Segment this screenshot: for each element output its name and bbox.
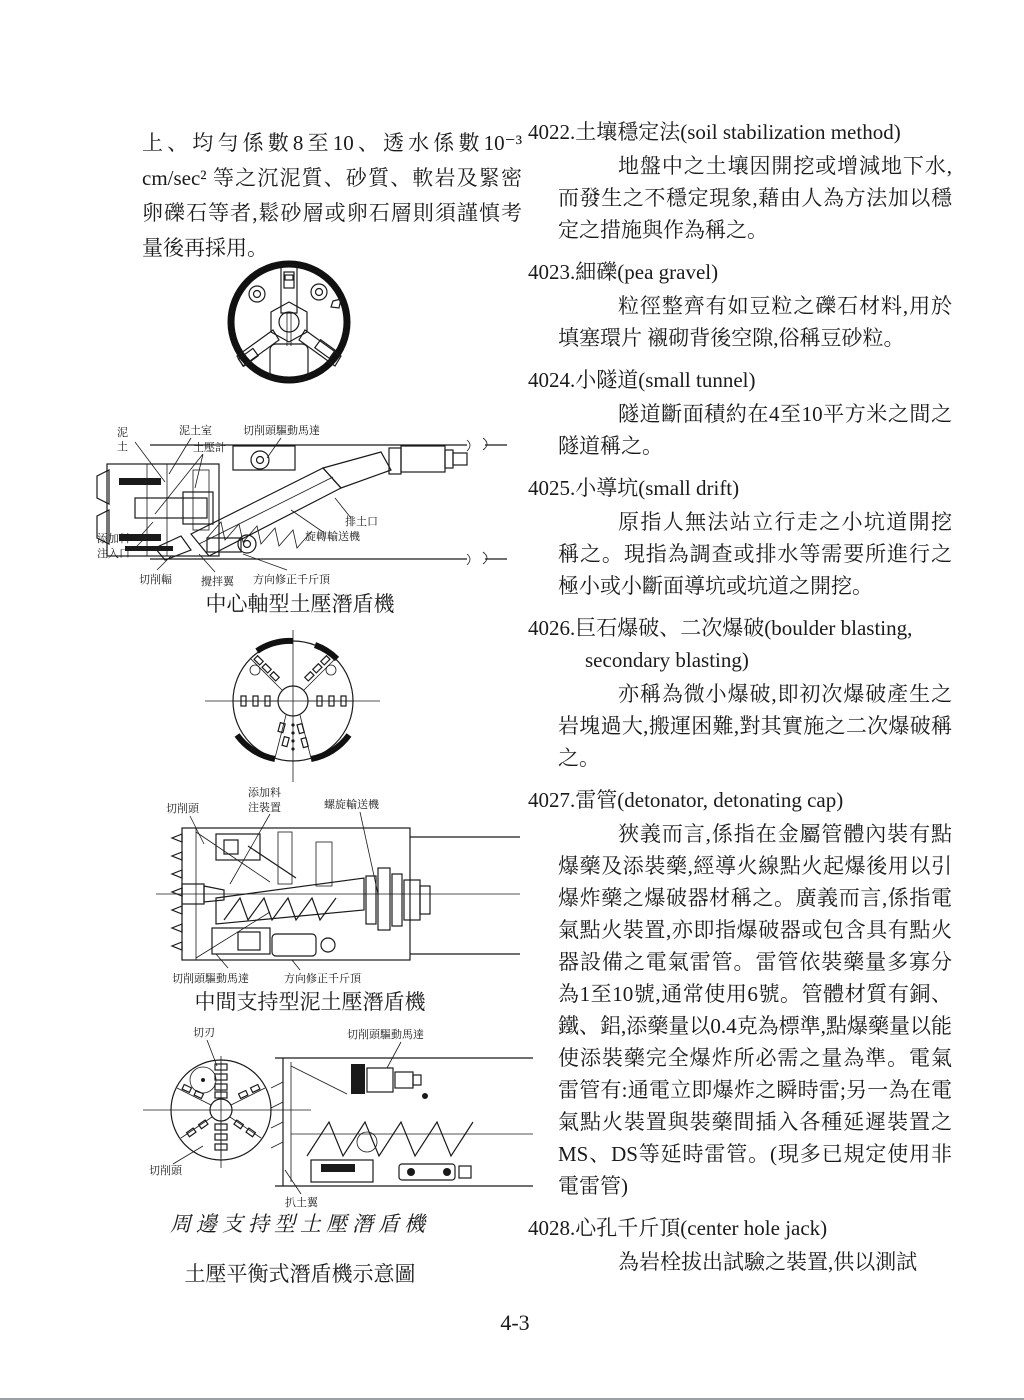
entry-term: 巨石爆破、二次爆破 — [575, 616, 765, 640]
entry-body: 原指人無法站立行走之小坑道開挖稱之。現指為調查或排水等需要所進行之極小或小斷面導坑或坑道之開挖。 — [558, 510, 952, 598]
figure-intermediate-support-machine — [120, 782, 522, 990]
entry-english: (boulder blasting, — [764, 616, 913, 640]
entry-heading — [528, 784, 952, 816]
figure-center-shaft-machine — [95, 418, 513, 596]
center-shaft-machine-drawing — [95, 418, 513, 596]
entry-term: 小隧道 — [575, 368, 639, 392]
entry-term: 小導坑 — [575, 476, 639, 500]
entry-body: 粒徑整齊有如豆粒之礫石材料,用於填塞環片 襯砌背後空隙,俗稱豆砂粒。 — [558, 294, 952, 350]
intermediate-support-drawing — [120, 782, 522, 990]
label-additive-line1: 添加料 — [97, 533, 130, 545]
label-screw-conveyor: 螺旋輸送機 — [324, 799, 379, 811]
entry-number: 4024. — [528, 368, 576, 392]
entry-heading — [528, 472, 952, 504]
entry-body: 狹義而言,係指在金屬管體內裝有點爆藥及添裝藥,經導火線點火起爆後用以引爆炸藥之爆破器材稱之。廣義而言,係指電氣點火裝置,亦即指爆破器或包含具有點火器設備之電氣雷管。雷管依裝藥量多寡分為1至10號,通常使用6號。管體材質有銅、鐵、鋁,添藥量以0.4克為標準,點爆藥量以能使添裝藥完全爆炸所必需之量為準。電氣雷管有:通電立即爆炸之瞬時雷;另一為在電氣點火裝置與裝藥間插入各種延遲裝置之MS、DS等延時雷管。(現多已規定使用非電雷管) — [558, 822, 952, 1198]
glossary-entry-4025 — [528, 472, 952, 602]
label-direction-jack: 方向修正千斤頂 — [284, 973, 361, 985]
entry-english: (detonator, detonating cap) — [617, 788, 844, 812]
entry-term: 土壤穩定法 — [575, 120, 681, 144]
label-cutting-blade: 切刃 — [193, 1027, 215, 1039]
label-soil-scraper: 扒土翼 — [285, 1197, 318, 1209]
entry-english-line2: secondary blasting) — [585, 648, 749, 672]
caption-peripheral-support: 周邊支持型土壓潛盾機 — [170, 1212, 430, 1236]
label-mud-top: 泥 — [117, 427, 128, 439]
label-additive-line1: 添加料 — [248, 787, 281, 799]
label-mud-chamber: 泥土室 — [179, 425, 212, 437]
entry-number: 4028. — [528, 1216, 576, 1240]
entry-heading — [528, 116, 952, 148]
label-rotary-conveyor: 旋轉輸送機 — [305, 531, 360, 543]
glossary-entry-4027 — [528, 784, 952, 1202]
glossary-entry-4023 — [528, 256, 952, 354]
intro-paragraph: 上、均勻係數8至10、透水係數10⁻³ cm/sec² 等之沉泥質、砂質、軟岩及緊密卵礫石等者,鬆砂層或卵石層則須謹慎考量後再採用。 — [142, 131, 522, 260]
entry-heading — [528, 612, 952, 676]
label-cutter-head: 切削頭 — [149, 1165, 182, 1177]
label-direction-jack: 方向修正千斤頂 — [253, 574, 330, 586]
glossary-column — [528, 116, 952, 1278]
label-cutter-drive-motor: 切削頭驅動馬達 — [243, 425, 320, 437]
glossary-entry-4022 — [528, 116, 952, 246]
entry-english: (center hole jack) — [680, 1216, 828, 1240]
entry-body: 為岩栓拔出試驗之裝置,供以測試 — [618, 1250, 918, 1274]
label-additive-line2: 注入口 — [97, 548, 130, 560]
entry-body: 隧道斷面積約在4至10平方米之間之隧道稱之。 — [558, 402, 952, 458]
entry-english: (soil stabilization method) — [680, 120, 901, 144]
label-cutter-spoke: 切削輻 — [139, 574, 172, 586]
label-cutter-head: 切削頭 — [166, 803, 199, 815]
figure-cutterhead-face-6spoke — [205, 630, 380, 782]
figure-cutterhead-face-3spoke — [213, 256, 368, 396]
entry-heading — [528, 256, 952, 288]
cutterhead-face-drawing — [213, 256, 368, 396]
entry-term: 細礫 — [575, 260, 618, 284]
peripheral-support-drawing — [115, 1022, 535, 1218]
page-number: 4-3 — [500, 1310, 530, 1335]
entry-number: 4023. — [528, 260, 576, 284]
label-cutter-drive-motor: 切削頭驅動馬達 — [347, 1029, 424, 1041]
glossary-entry-4028 — [528, 1212, 952, 1278]
entry-term: 雷管 — [575, 788, 618, 812]
entry-body: 地盤中之土壤因開挖或增減地下水,而發生之不穩定現象,藉由人為方法加以穩定之措施與作為稱之。 — [558, 154, 952, 242]
entry-number: 4022. — [528, 120, 576, 144]
entry-number: 4025. — [528, 476, 576, 500]
label-mud-bottom: 土 — [117, 441, 128, 453]
label-earth-pressure-gauge: 土壓計 — [193, 442, 226, 454]
caption-epb-overview: 土壓平衡式潛盾機示意圖 — [184, 1262, 416, 1286]
entry-english: (small drift) — [638, 476, 740, 500]
label-discharge-outlet: 排土口 — [345, 516, 378, 528]
entry-heading — [528, 364, 952, 396]
label-additive-device-line2: 注裝置 — [248, 802, 281, 814]
caption-intermediate-support: 中間支持型泥土壓潛盾機 — [194, 990, 426, 1014]
entry-number: 4026. — [528, 616, 576, 640]
label-mixing-blade: 攪拌翼 — [201, 576, 234, 588]
glossary-entry-4026 — [528, 612, 952, 774]
entry-term: 心孔千斤頂 — [575, 1216, 681, 1240]
cutterhead-6spoke-drawing — [205, 630, 380, 782]
entry-english: (pea gravel) — [617, 260, 719, 284]
entry-heading — [528, 1212, 952, 1244]
caption-center-shaft: 中心軸型土壓潛盾機 — [205, 592, 395, 616]
entry-body: 亦稱為微小爆破,即初次爆破產生之岩塊過大,搬運困難,對其實施之二次爆破稱之。 — [558, 682, 952, 770]
glossary-entry-4024 — [528, 364, 952, 462]
label-cutter-drive-motor: 切削頭驅動馬達 — [172, 973, 249, 985]
entry-number: 4027. — [528, 788, 576, 812]
entry-english: (small tunnel) — [638, 368, 756, 392]
figure-peripheral-support-machine — [115, 1022, 535, 1218]
